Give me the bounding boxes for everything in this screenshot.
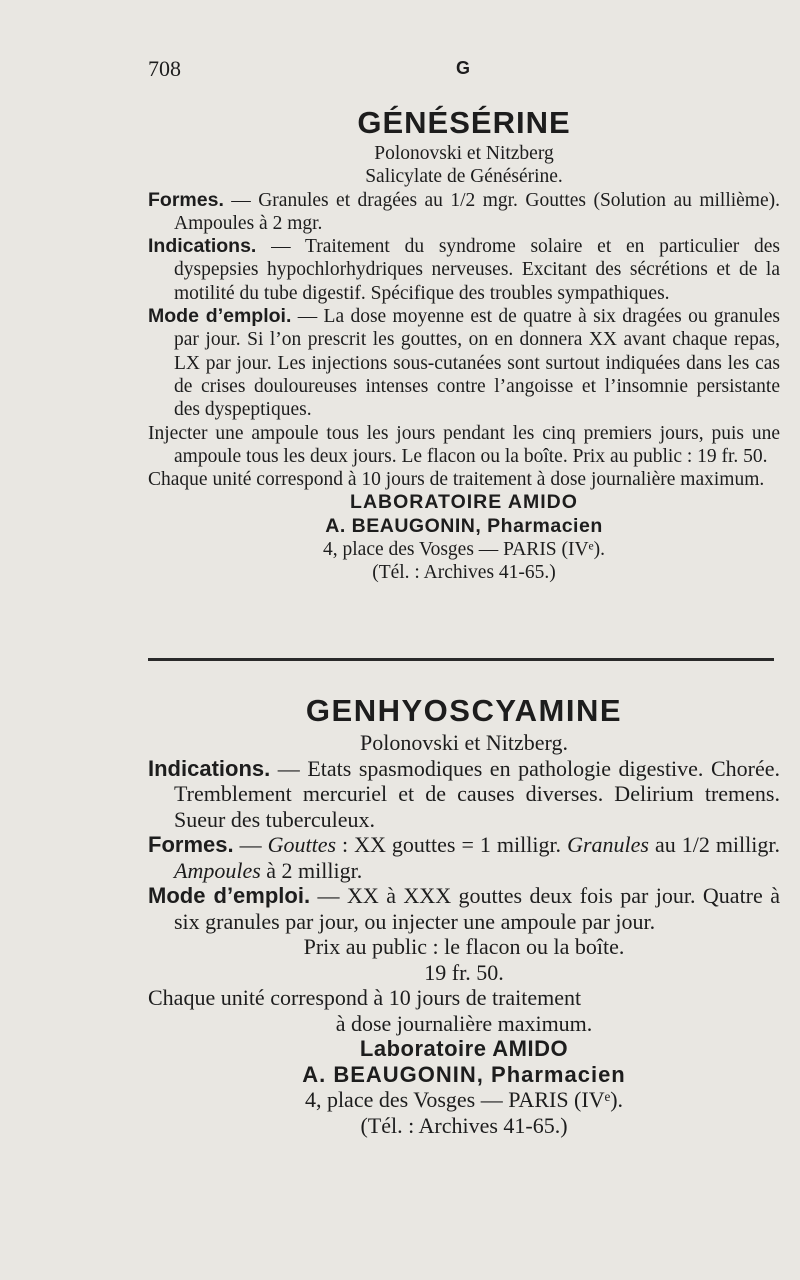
formes-label: Formes. <box>148 832 234 857</box>
formes-label: Formes. <box>148 188 224 211</box>
telephone: (Tél. : Archives 41-65.) <box>360 1112 568 1138</box>
subtitle: Salicylate de Génésérine. <box>365 166 563 188</box>
section-divider <box>148 658 774 661</box>
indications-label: Indications. <box>148 235 257 258</box>
address: 4, place des Vosges — PARIS (IVᵉ). <box>304 1087 624 1112</box>
price-value: 19 fr. 50. <box>424 959 504 985</box>
laboratory-name: LABORATOIRE AMIDO <box>350 491 578 514</box>
gouttes-label: Gouttes <box>267 832 337 857</box>
indications-label: Indications. <box>148 755 271 781</box>
price-line: Prix au public : le flacon ou la boîte. <box>303 934 625 959</box>
mode-label: Mode d’emploi. <box>148 883 311 908</box>
granules-text: au 1/2 milligr. <box>648 832 780 857</box>
entry-genhyoscyamine <box>148 692 780 1138</box>
ampoules-label: Ampoules <box>174 857 261 883</box>
pharmacien: A. BEAUGONIN, Pharmacien <box>302 1061 626 1087</box>
mode-label: Mode d’emploi. <box>148 305 292 328</box>
indications-paragraph <box>148 235 780 305</box>
formes-text: — Granules et dragées au 1/2 mgr. Gouttes (Solution au millième). Ampoules à 2 mgr. <box>174 189 780 234</box>
indications-text: — Etats spasmodiques en pathologie digestive. Chorée. Tremblement mercuriel et de causes diverses. Delirium tremens. Sueur des tuberculeux. <box>174 755 780 832</box>
section-letter: G <box>456 58 471 78</box>
pharmacien: A. BEAUGONIN, Pharmacien <box>325 514 603 537</box>
chaque-line-2: à dose journalière maximum. <box>335 1010 593 1036</box>
mode-paragraph <box>148 305 780 421</box>
mode-paragraph <box>148 883 780 934</box>
mode-text: — XX à XXX gouttes deux fois par jour. Quatre à six granules par jour, ou injecter une ampoule par jour. <box>174 883 780 934</box>
laboratory-name: Laboratoire AMIDO <box>359 1036 569 1061</box>
page-header <box>148 56 760 86</box>
formes-paragraph <box>148 189 780 236</box>
indications-paragraph <box>148 756 780 833</box>
injecter-paragraph: Injecter une ampoule tous les jours pendant les cinq premiers jours, puis une ampoule tous les deux jours. Le flacon ou la boîte. Prix au public : 19 fr. 50. <box>148 422 780 467</box>
chaque-paragraph: Chaque unité correspond à 10 jours de traitement à dose journalière maximum. <box>148 469 765 491</box>
page-number: 708 <box>148 56 181 81</box>
ampoules-text: à 2 milligr. <box>260 857 363 883</box>
address: 4, place des Vosges — PARIS (IVᵉ). <box>323 539 605 561</box>
entry-title: GÉNÉSÉRINE <box>357 105 571 140</box>
formes-dash: — <box>233 832 268 857</box>
telephone: (Tél. : Archives 41-65.) <box>372 562 556 584</box>
formes-paragraph <box>148 832 780 883</box>
entry-title: GENHYOSCYAMINE <box>305 693 623 728</box>
authors: Polonovski et Nitzberg <box>374 143 554 164</box>
gouttes-text: : XX gouttes = 1 milligr. <box>336 832 562 857</box>
indications-text: — Traitement du syndrome solaire et en particulier des dyspepsies hypochlorhydriques nerveuses. Excitant des sécrétions et de la motilité du tube digestif. Spécifique des troubles sympathiques. <box>174 236 780 304</box>
entry-geneserine <box>148 104 780 585</box>
authors: Polonovski et Nitzberg. <box>360 730 568 755</box>
chaque-line: Chaque unité correspond à 10 jours de traitement <box>148 985 582 1010</box>
mode-text: — La dose moyenne est de quatre à six dragées ou granules par jour. Si l’on prescrit les gouttes, on en donnera XX avant chaque repas, LX par jour. Les injections sous-cutanées sont surtout indiquées dans les cas de crises douloureuses intenses contre l’angoisse et l’insomnie persistante des dyspeptiques. <box>174 306 780 421</box>
granules-label: Granules <box>567 832 649 857</box>
